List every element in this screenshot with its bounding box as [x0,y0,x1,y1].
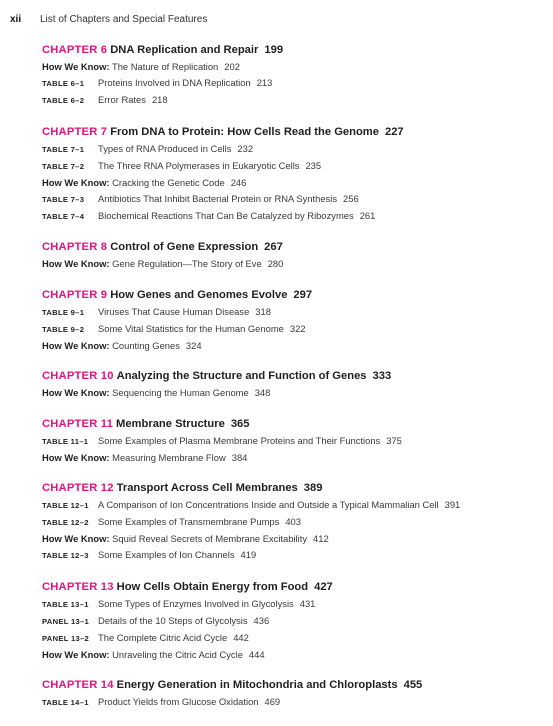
chapter-label: CHAPTER 14 [42,679,114,691]
entry-title: A Comparison of Ion Concentrations Inside and Outside a Typical Mammalian Cell [98,499,439,510]
feature-tag: TABLE 9–2 [42,324,85,334]
feature-entry[interactable] [42,92,547,109]
entry-title: Some Examples of Plasma Membrane Proteins and Their Functions [98,434,381,446]
entry-title: Cracking the Genetic Code [112,176,225,188]
feature-entry[interactable] [42,514,547,531]
entry-title: Gene Regulation—The Story of Eve [112,258,262,269]
feature-entry[interactable] [42,433,547,450]
feature-entry[interactable] [42,141,547,158]
feature-tag: TABLE 7–3 [42,194,85,204]
chapter-title: Control of Gene Expression [110,241,259,253]
chapter-heading[interactable] [42,368,547,385]
feature-tag: TABLE 9–1 [42,307,85,317]
entry-page: 261 [359,209,376,221]
table-of-contents [42,42,547,726]
feature-entry[interactable] [42,613,547,630]
chapter-page: 297 [293,288,313,301]
chapter-title: Transport Across Cell Membranes [116,482,298,494]
entry-page: 202 [224,61,240,72]
feature-entry[interactable] [42,694,547,711]
entry-title: Unraveling the Citric Acid Cycle [112,648,243,660]
running-head-title: List of Chapters and Special Features [40,14,208,25]
chapter-page: 267 [264,241,283,253]
entry-page: 419 [240,549,257,560]
feature-tag: TABLE 7–4 [42,211,85,221]
chapter-title: Analyzing the Structure and Function of Genes [116,370,367,382]
chapter-heading[interactable] [42,239,547,256]
chapter-label: CHAPTER 6 [42,44,108,56]
entry-page: 442 [233,631,249,643]
how-we-know-label: How We Know: [42,533,110,544]
chapter-heading[interactable] [42,124,547,141]
entry-page: 213 [256,77,273,88]
feature-tag: TABLE 7–1 [42,144,85,154]
chapter-label: CHAPTER 11 [42,417,114,430]
feature-entry[interactable] [42,547,547,564]
entry-title: The Three RNA Polymerases in Eukaryotic Cells [98,159,300,171]
entry-page: 348 [254,387,271,398]
chapter-title: Energy Generation in Mitochondria and Chloroplasts [116,679,398,691]
chapter-section [42,677,547,711]
entry-page: 444 [248,648,265,660]
how-we-know-entry[interactable] [42,647,547,663]
chapter-title: DNA Replication and Repair [110,44,259,56]
feature-tag: TABLE 13–1 [42,599,89,609]
entry-page: 375 [386,434,402,446]
entry-page: 391 [444,499,461,510]
entry-title: Antibiotics That Inhibit Bacterial Protein or RNA Synthesis [98,192,338,204]
chapter-title: Membrane Structure [116,417,225,430]
chapter-page: 455 [403,679,423,691]
entry-page: 218 [151,94,168,105]
how-we-know-entry[interactable] [42,256,547,272]
entry-title: Biochemical Reactions That Can Be Catalyzed by Ribozymes [98,209,354,221]
feature-entry[interactable] [42,158,547,175]
feature-tag: TABLE 6–2 [42,96,85,105]
feature-entry[interactable] [42,208,547,225]
entry-page: 431 [299,597,316,609]
entry-title: Some Examples of Ion Channels [98,549,235,560]
chapter-page: 427 [314,580,333,593]
feature-tag: TABLE 7–2 [42,161,85,171]
chapter-heading[interactable] [42,416,547,433]
entry-page: 246 [230,176,247,188]
entry-title: Some Vital Statistics for the Human Genome [98,322,284,334]
chapter-title: From DNA to Protein: How Cells Read the Genome [110,125,379,138]
how-we-know-entry[interactable] [42,450,547,466]
entry-page: 324 [185,339,202,351]
entry-page: 256 [343,192,359,204]
how-we-know-label: How We Know: [42,451,110,463]
chapter-heading[interactable] [42,287,547,304]
entry-page: 280 [267,258,284,269]
chapter-label: CHAPTER 9 [42,288,108,301]
feature-entry[interactable] [42,497,547,514]
feature-entry[interactable] [42,304,547,321]
chapter-section [42,579,547,663]
how-we-know-label: How We Know: [42,387,110,398]
how-we-know-label: How We Know: [42,339,110,351]
chapter-section [42,42,547,109]
entry-title: Product Yields from Glucose Oxidation [98,696,259,707]
chapter-label: CHAPTER 7 [42,125,108,138]
entry-page: 469 [264,696,281,707]
entry-title: Some Examples of Transmembrane Pumps [98,516,280,527]
entry-page: 318 [255,305,271,317]
entry-page: 384 [231,451,248,463]
how-we-know-entry[interactable] [42,531,547,547]
entry-title: Sequencing the Human Genome [112,387,249,398]
entry-title: Some Types of Enzymes Involved in Glycolysis [98,597,294,609]
entry-title: Measuring Membrane Flow [112,451,226,463]
entry-title: The Nature of Replication [111,61,219,72]
entry-title: Proteins Involved in DNA Replication [98,77,251,88]
feature-entry[interactable] [42,75,547,92]
how-we-know-label: How We Know: [42,648,110,660]
chapter-section [42,480,547,564]
feature-tag: PANEL 13–1 [42,616,90,626]
entry-title: Error Rates [98,94,146,105]
chapter-label: CHAPTER 12 [42,482,114,494]
entry-title: Squid Reveal Secrets of Membrane Excitability [112,533,308,544]
chapter-label: CHAPTER 10 [42,370,114,382]
chapter-heading[interactable] [42,42,547,59]
running-head [10,14,207,25]
entry-page: 235 [305,159,322,171]
feature-tag: PANEL 13–2 [42,633,90,643]
entry-title: The Complete Citric Acid Cycle [98,631,228,643]
chapter-page: 365 [230,417,250,430]
feature-entry[interactable] [42,596,547,613]
chapter-title: How Genes and Genomes Evolve [110,288,288,301]
how-we-know-entry[interactable] [42,175,547,191]
chapter-label: CHAPTER 8 [42,241,108,253]
entry-page: 436 [253,614,270,626]
chapter-page: 389 [303,482,323,494]
chapter-page: 199 [264,44,284,56]
chapter-heading[interactable] [42,579,547,596]
how-we-know-entry[interactable] [42,385,547,401]
chapter-section [42,368,547,401]
feature-tag: TABLE 11–1 [42,436,89,446]
chapter-section [42,239,547,272]
chapter-section [42,416,547,466]
entry-title: Viruses That Cause Human Disease [98,305,250,317]
how-we-know-label: How We Know: [42,61,110,72]
chapter-title: How Cells Obtain Energy from Food [116,580,309,593]
feature-tag: TABLE 6–1 [42,79,85,88]
chapter-page: 333 [372,370,392,382]
chapter-heading[interactable] [42,677,547,694]
feature-tag: TABLE 12–1 [42,501,89,510]
chapter-section [42,124,547,225]
feature-tag: TABLE 12–3 [42,551,89,560]
how-we-know-entry[interactable] [42,338,547,354]
feature-tag: TABLE 14–1 [42,698,89,707]
feature-entry[interactable] [42,321,547,338]
chapter-page: 227 [384,125,404,138]
feature-entry[interactable] [42,191,547,208]
entry-page: 322 [289,322,306,334]
chapter-label: CHAPTER 13 [42,580,114,593]
entry-page: 412 [313,533,329,544]
chapter-section [42,287,547,354]
entry-title: Counting Genes [112,339,180,351]
how-we-know-entry[interactable] [42,59,547,75]
how-we-know-label: How We Know: [42,258,110,269]
entry-page: 403 [285,516,301,527]
chapter-heading[interactable] [42,480,547,497]
feature-entry[interactable] [42,630,547,647]
entry-title: Types of RNA Produced in Cells [98,142,232,154]
how-we-know-label: How We Know: [42,176,110,188]
entry-page: 232 [237,142,254,154]
entry-title: Details of the 10 Steps of Glycolysis [98,614,248,626]
page-number: xii [10,14,22,25]
feature-tag: TABLE 12–2 [42,518,89,527]
